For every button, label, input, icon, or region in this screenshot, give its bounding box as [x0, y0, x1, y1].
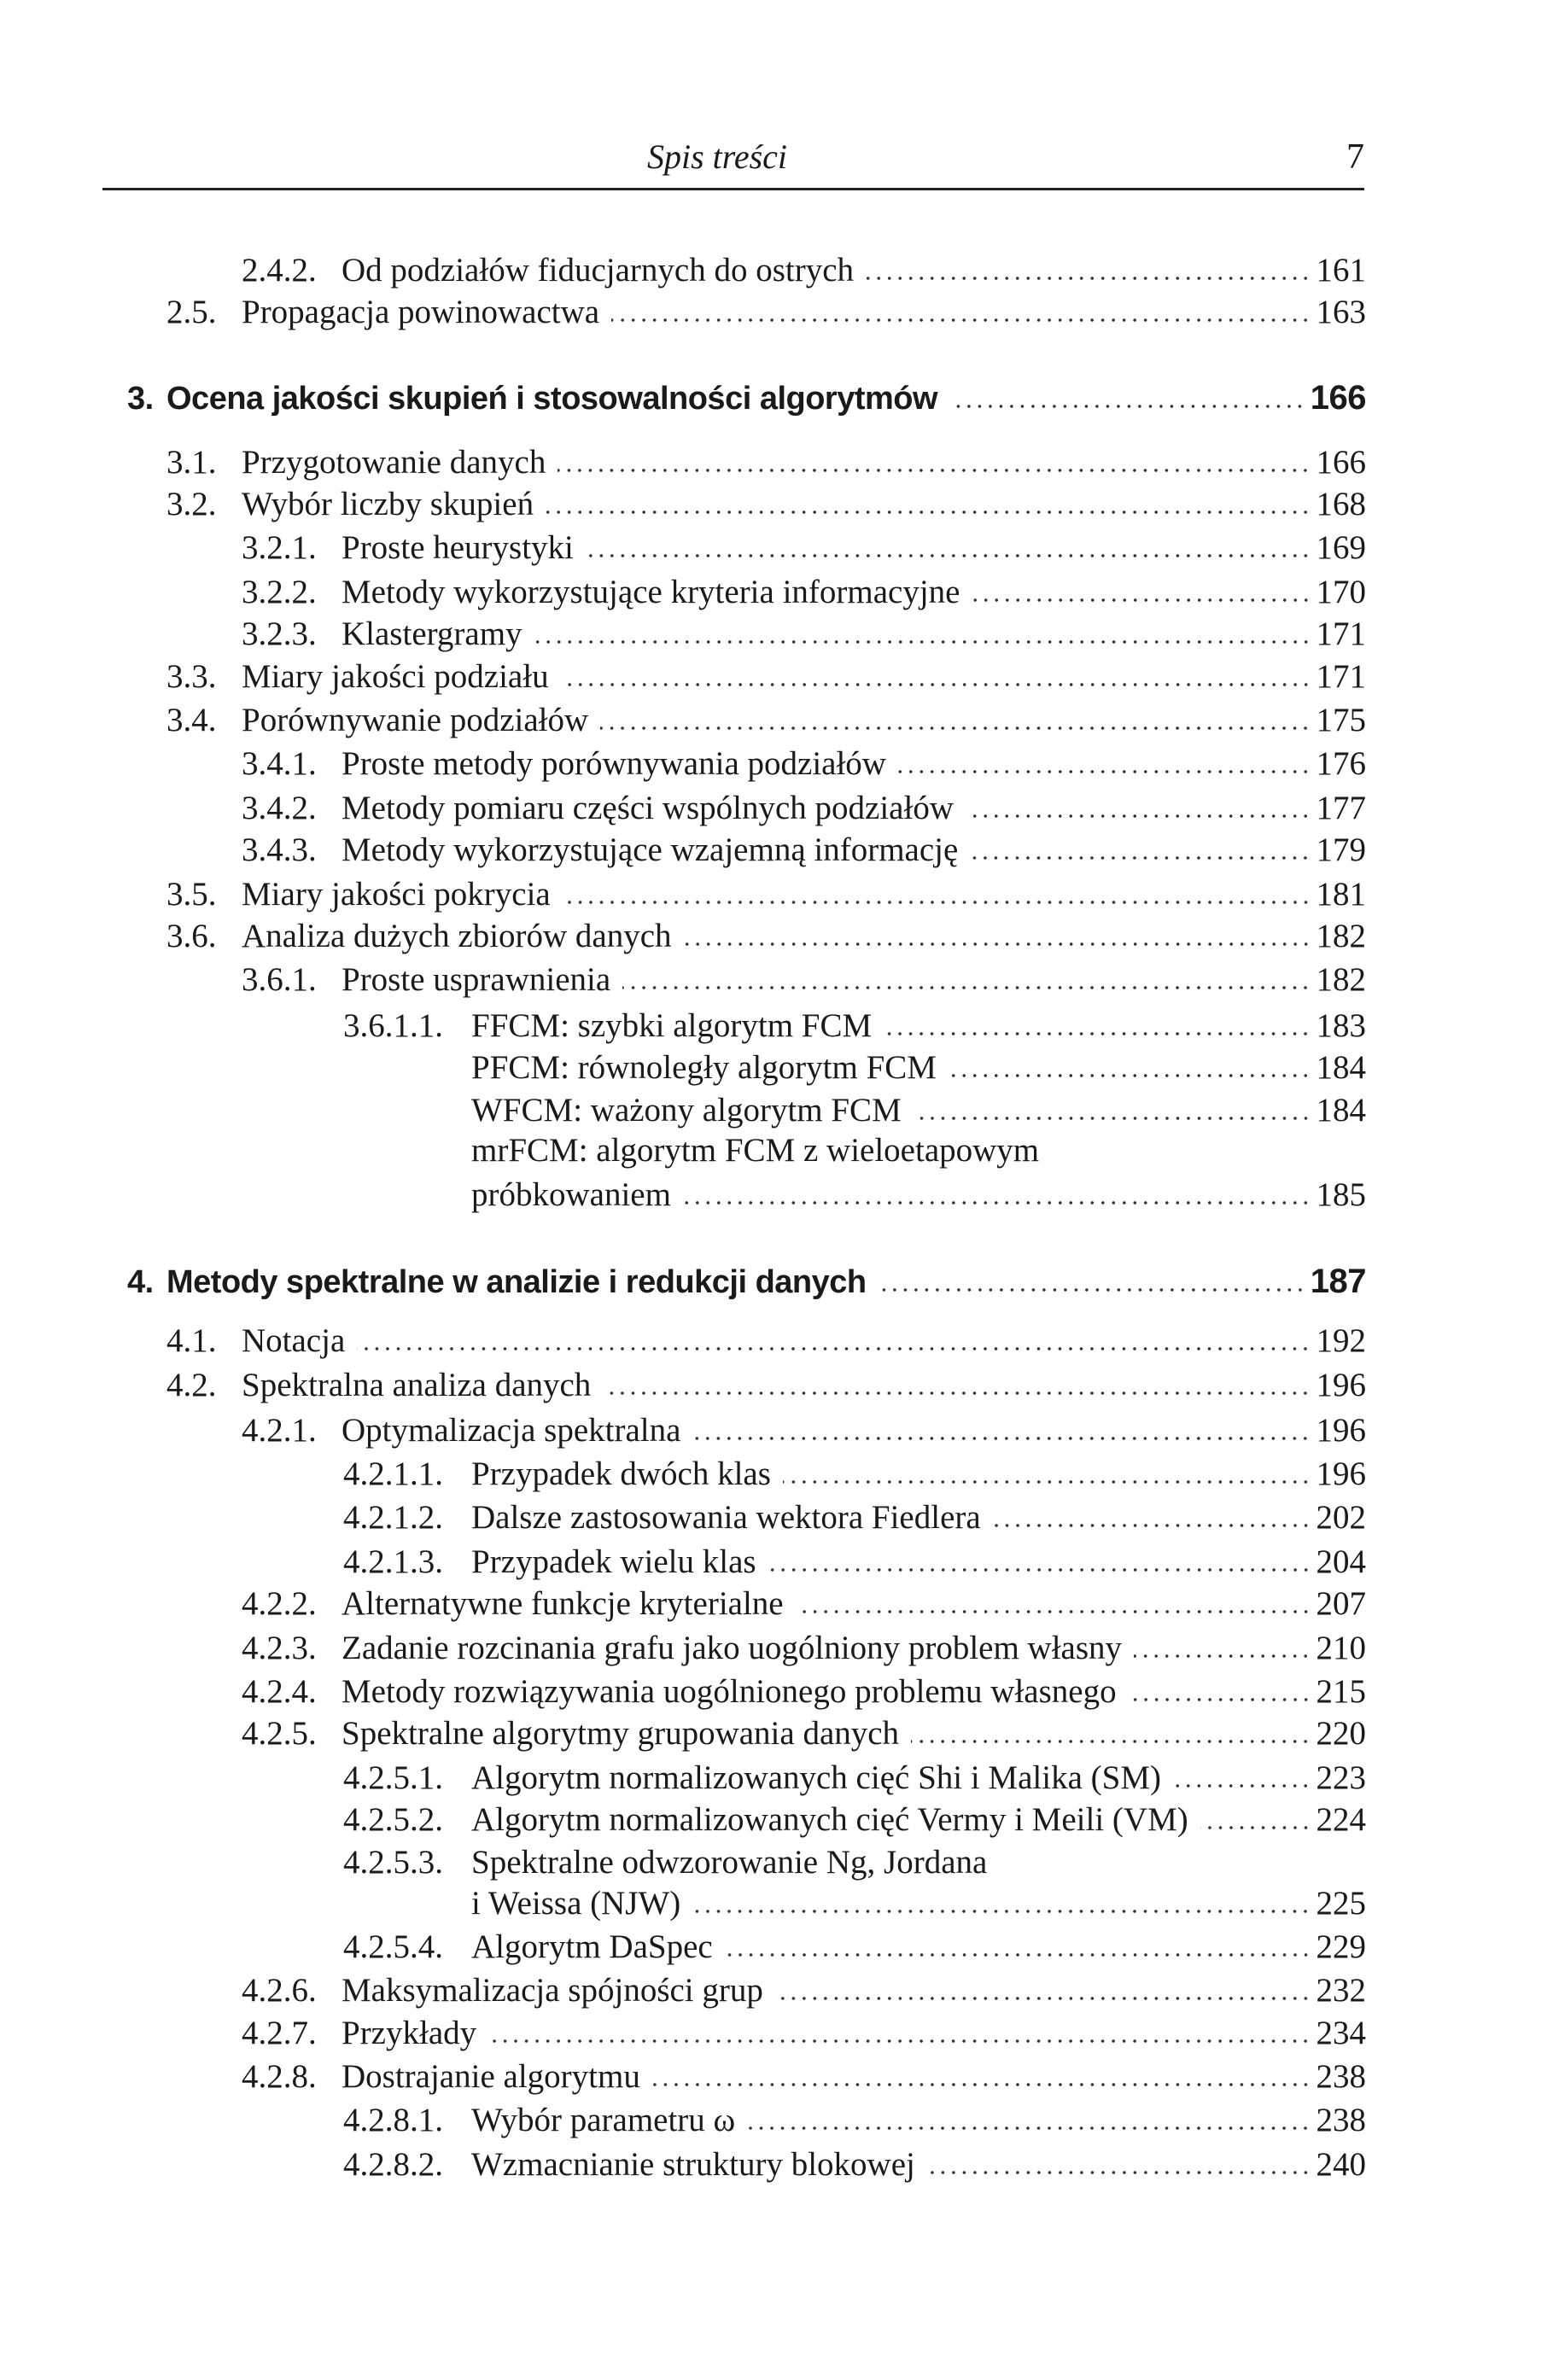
dot-leader — [993, 1523, 1311, 1528]
entry-number: 3.6.1. — [242, 961, 317, 998]
entry-page: 181 — [1316, 876, 1366, 913]
dot-leader — [622, 985, 1311, 990]
entry-page: 202 — [1316, 1499, 1366, 1536]
toc-entry[interactable] — [471, 1048, 1366, 1091]
entry-title: Metody rozwiązywania uogólnionego problemu własnego — [342, 1673, 1117, 1710]
entry-page: 196 — [1316, 1412, 1366, 1449]
entry-title: Wybór parametru ω — [471, 2102, 736, 2138]
entry-title: Alternatywne funkcje kryterialne — [342, 1585, 784, 1622]
entry-number: 4.2.5.2. — [343, 1801, 443, 1838]
dot-leader — [927, 2170, 1311, 2175]
toc-entry[interactable] — [166, 917, 1366, 960]
entry-number: 3.4.2. — [242, 790, 317, 826]
entry-number: 4.2.6. — [242, 1972, 317, 2009]
toc-entry[interactable] — [242, 789, 1366, 831]
entry-title: Wzmacnianie struktury blokowej — [471, 2146, 915, 2183]
dot-leader — [725, 1952, 1311, 1957]
entry-number: 4. — [127, 1264, 154, 1300]
entry-page: 215 — [1316, 1673, 1366, 1710]
entry-page: 179 — [1316, 831, 1366, 868]
dot-leader — [783, 1479, 1311, 1485]
entry-title: Maksymalizacja spójności grup — [342, 1972, 763, 2009]
entry-number: 3. — [127, 381, 154, 417]
entry-number: 3.2.1. — [242, 529, 317, 566]
toc-entry[interactable] — [242, 1411, 1366, 1454]
entry-number: 3.5. — [166, 876, 217, 913]
toc-entry[interactable] — [242, 1629, 1366, 1671]
page-number: 7 — [1346, 137, 1364, 177]
entry-page: 240 — [1316, 2146, 1366, 2183]
dot-leader — [561, 682, 1311, 687]
entry-page: 224 — [1316, 1801, 1366, 1838]
entry-number: 4.2.5. — [242, 1715, 317, 1752]
entry-number: 3.4.3. — [242, 831, 317, 868]
toc-entry[interactable] — [471, 1175, 1366, 1218]
dot-leader — [796, 1609, 1311, 1614]
toc-entry[interactable] — [242, 744, 1366, 787]
entry-number: 4.2.5.4. — [343, 1928, 443, 1965]
entry-title: Metody spektralne w analizie i redukcji danych — [166, 1264, 867, 1300]
toc-entry[interactable] — [166, 875, 1366, 918]
dot-leader — [684, 942, 1311, 947]
toc-entry[interactable] — [242, 615, 1366, 657]
toc-chapter-entry[interactable] — [127, 379, 1366, 422]
entry-title: Miary jakości pokrycia — [242, 876, 551, 913]
toc-entry[interactable] — [166, 1321, 1366, 1364]
entry-page: 168 — [1316, 486, 1366, 522]
dot-leader — [652, 2082, 1311, 2087]
entry-title: Miary jakości podziału — [242, 658, 549, 695]
entry-page: 232 — [1316, 1972, 1366, 2009]
entry-number: 4.2.1. — [242, 1412, 317, 1449]
entry-title: Przypadek wielu klas — [471, 1543, 756, 1580]
entry-page: 184 — [1316, 1092, 1366, 1129]
entry-page: 238 — [1316, 2058, 1366, 2095]
entry-page: 166 — [1310, 379, 1366, 417]
entry-title: mrFCM: algorytm FCM z wieloetapowym — [471, 1132, 1040, 1169]
toc-entry[interactable] — [242, 528, 1366, 571]
toc-entry[interactable] — [343, 2145, 1366, 2188]
toc-entry[interactable] — [166, 443, 1366, 486]
entry-number: 4.2.8. — [242, 2058, 317, 2095]
dot-leader — [747, 2126, 1311, 2131]
toc-entry[interactable] — [343, 1455, 1366, 1497]
toc-entry[interactable] — [166, 657, 1366, 700]
dot-leader — [603, 1391, 1311, 1396]
entry-title: Notacja — [242, 1322, 346, 1359]
dot-leader — [914, 1116, 1311, 1121]
entry-page: 220 — [1316, 1715, 1366, 1752]
entry-page: 166 — [1316, 444, 1366, 481]
entry-page: 177 — [1316, 790, 1366, 826]
entry-page: 229 — [1316, 1928, 1366, 1965]
entry-title: Przygotowanie danych — [242, 444, 546, 481]
entry-title: Przykłady — [342, 2015, 477, 2051]
toc-entry[interactable] — [343, 1498, 1366, 1541]
entry-number: 3.2.2. — [242, 574, 317, 610]
entry-number: 4.2.2. — [242, 1585, 317, 1622]
dot-leader — [966, 814, 1311, 819]
dot-leader — [357, 1346, 1311, 1351]
dot-leader — [879, 1287, 1305, 1292]
header-rule — [102, 188, 1364, 190]
dot-leader — [488, 2039, 1311, 2044]
entry-page: 196 — [1316, 1455, 1366, 1492]
entry-title: FFCM: szybki algorytm FCM — [471, 1007, 873, 1044]
entry-title: Zadanie rozcinania grafu jako uogólniony problem własny — [342, 1630, 1123, 1666]
entry-title: Metody pomiaru części wspólnych podziałów — [342, 790, 954, 826]
entry-title: WFCM: ważony algorytm FCM — [471, 1092, 902, 1129]
entry-title: Proste usprawnienia — [342, 961, 611, 998]
toc-entry[interactable] — [343, 1800, 1366, 1843]
dot-leader — [866, 276, 1311, 281]
toc-entry[interactable] — [343, 2101, 1366, 2144]
dot-leader — [600, 726, 1311, 731]
toc-entry[interactable] — [343, 1543, 1366, 1585]
entry-title: Porównywanie podziałów — [242, 702, 589, 738]
entry-number: 3.4.1. — [242, 745, 317, 782]
entry-number: 4.2.8.2. — [343, 2146, 443, 2183]
dot-leader — [1173, 1783, 1311, 1788]
dot-leader — [692, 1909, 1311, 1914]
toc-entry[interactable] — [166, 293, 1366, 335]
entry-page: 183 — [1316, 1007, 1366, 1044]
entry-page: 204 — [1316, 1543, 1366, 1580]
entry-number: 4.2.4. — [242, 1673, 317, 1710]
toc-entry[interactable] — [166, 701, 1366, 744]
entry-page: 163 — [1316, 294, 1366, 330]
entry-page: 182 — [1316, 961, 1366, 998]
entry-page: 185 — [1316, 1176, 1366, 1213]
entry-page: 234 — [1316, 2015, 1366, 2051]
entry-title: Proste heurystyki — [342, 529, 574, 566]
entry-page: 187 — [1310, 1263, 1366, 1300]
running-header-title: Spis treści — [646, 137, 788, 176]
entry-page: 176 — [1316, 745, 1366, 782]
entry-page: 161 — [1316, 252, 1366, 289]
toc-chapter-entry[interactable] — [127, 1263, 1366, 1305]
dot-leader — [911, 1739, 1311, 1744]
entry-title: Algorytm normalizowanych cięć Shi i Malika (SM) — [471, 1759, 1161, 1796]
entry-title: Wybór liczby skupień — [242, 486, 534, 522]
entry-page: 184 — [1316, 1049, 1366, 1086]
dot-leader — [586, 553, 1311, 558]
toc-entry[interactable] — [166, 485, 1366, 528]
dot-leader — [970, 855, 1311, 860]
entry-number: 4.2.1.2. — [343, 1499, 443, 1536]
dot-leader — [775, 1996, 1311, 2001]
entry-number: 4.2.8.1. — [343, 2102, 443, 2138]
entry-title: Spektralne algorytmy grupowania danych — [342, 1715, 900, 1752]
entry-number: 4.1. — [166, 1322, 217, 1359]
entry-page: 175 — [1316, 702, 1366, 738]
toc-entry[interactable] — [242, 1584, 1366, 1627]
entry-number: 3.6. — [166, 918, 217, 954]
entry-title: i Weissa (NJW) — [471, 1885, 681, 1922]
entry-number: 2.4.2. — [242, 252, 317, 289]
entry-number: 3.1. — [166, 444, 217, 481]
toc-entry[interactable] — [471, 1091, 1366, 1134]
entry-title: Algorytm normalizowanych cięć Vermy i Meili (VM) — [471, 1801, 1188, 1838]
entry-page: 182 — [1316, 918, 1366, 954]
entry-title: Propagacja powinowactwa — [242, 294, 600, 330]
dot-leader — [949, 1073, 1311, 1078]
entry-number: 4.2.5.1. — [343, 1759, 443, 1796]
entry-page: 210 — [1316, 1630, 1366, 1666]
toc-entry[interactable] — [471, 1131, 1366, 1174]
dot-leader — [768, 1567, 1311, 1572]
toc-entry[interactable] — [471, 1884, 1366, 1927]
entry-title: Optymalizacja spektralna — [342, 1412, 681, 1449]
entry-title: Ocena jakości skupień i stosowalności algorytmów — [166, 381, 938, 417]
entry-number: 4.2.7. — [242, 2015, 317, 2051]
toc-entry[interactable] — [343, 1928, 1366, 1970]
toc-entry[interactable] — [242, 1672, 1366, 1715]
dot-leader — [1200, 1825, 1311, 1830]
entry-number: 3.2.3. — [242, 615, 317, 652]
entry-title: Metody wykorzystujące kryteria informacyjne — [342, 574, 960, 610]
entry-page: 169 — [1316, 529, 1366, 566]
entry-number: 3.4. — [166, 702, 217, 738]
entry-number: 3.6.1.1. — [343, 1007, 443, 1044]
entry-number: 4.2.3. — [242, 1630, 317, 1666]
entry-number: 2.5. — [166, 294, 217, 330]
dot-leader — [972, 598, 1311, 603]
dot-leader — [692, 1436, 1311, 1441]
entry-number: 3.2. — [166, 486, 217, 522]
entry-title: Dostrajanie algorytmu — [342, 2058, 640, 2095]
toc-entry[interactable] — [242, 831, 1366, 873]
entry-number: 4.2. — [166, 1367, 217, 1403]
entry-title: Spektralna analiza danych — [242, 1367, 592, 1403]
dot-leader — [949, 404, 1305, 409]
dot-leader — [546, 510, 1311, 515]
dot-leader — [558, 468, 1311, 473]
entry-title: Klastergramy — [342, 615, 522, 652]
toc-entry[interactable] — [242, 2014, 1366, 2056]
toc-entry[interactable] — [242, 251, 1366, 294]
entry-page: 196 — [1316, 1367, 1366, 1403]
toc-entry[interactable] — [343, 1759, 1366, 1801]
entry-title: Od podziałów fiducjarnych do ostrych — [342, 252, 855, 289]
toc-entry[interactable] — [242, 960, 1366, 1003]
entry-title: Przypadek dwóch klas — [471, 1455, 771, 1492]
toc-entry[interactable] — [242, 1714, 1366, 1757]
dot-leader — [1134, 1654, 1311, 1659]
entry-page: 225 — [1316, 1885, 1366, 1922]
entry-page: 223 — [1316, 1759, 1366, 1796]
entry-title: Analiza dużych zbiorów danych — [242, 918, 672, 954]
entry-title: Metody wykorzystujące wzajemną informację — [342, 831, 959, 868]
toc-entry[interactable] — [343, 1006, 1366, 1049]
entry-title: Dalsze zastosowania wektora Fiedlera — [471, 1499, 981, 1536]
toc-entry[interactable] — [242, 1971, 1366, 2014]
dot-leader — [563, 900, 1311, 905]
entry-number: 4.2.5.3. — [343, 1844, 443, 1881]
toc-entry[interactable] — [343, 1843, 1366, 1886]
entry-title: Spektralne odwzorowanie Ng, Jordana — [471, 1844, 988, 1881]
entry-number: 3.3. — [166, 658, 217, 695]
entry-page: 170 — [1316, 574, 1366, 610]
entry-page: 171 — [1316, 615, 1366, 652]
entry-page: 192 — [1316, 1322, 1366, 1359]
entry-number: 4.2.1.1. — [343, 1455, 443, 1492]
toc-entry[interactable] — [166, 1366, 1366, 1409]
toc-entry[interactable] — [242, 573, 1366, 615]
entry-title: Proste metody porównywania podziałów — [342, 745, 886, 782]
entry-page: 207 — [1316, 1585, 1366, 1622]
toc-entry[interactable] — [242, 2057, 1366, 2100]
entry-page: 238 — [1316, 2102, 1366, 2138]
dot-leader — [898, 769, 1311, 774]
dot-leader — [1129, 1697, 1311, 1702]
dot-leader — [611, 318, 1311, 323]
entry-page: 171 — [1316, 658, 1366, 695]
dot-leader — [534, 639, 1311, 645]
dot-leader — [884, 1031, 1311, 1036]
dot-leader — [683, 1200, 1311, 1205]
entry-title: PFCM: równoległy algorytm FCM — [471, 1049, 937, 1086]
entry-number: 4.2.1.3. — [343, 1543, 443, 1580]
entry-title: próbkowaniem — [471, 1176, 671, 1213]
entry-title: Algorytm DaSpec — [471, 1928, 713, 1965]
